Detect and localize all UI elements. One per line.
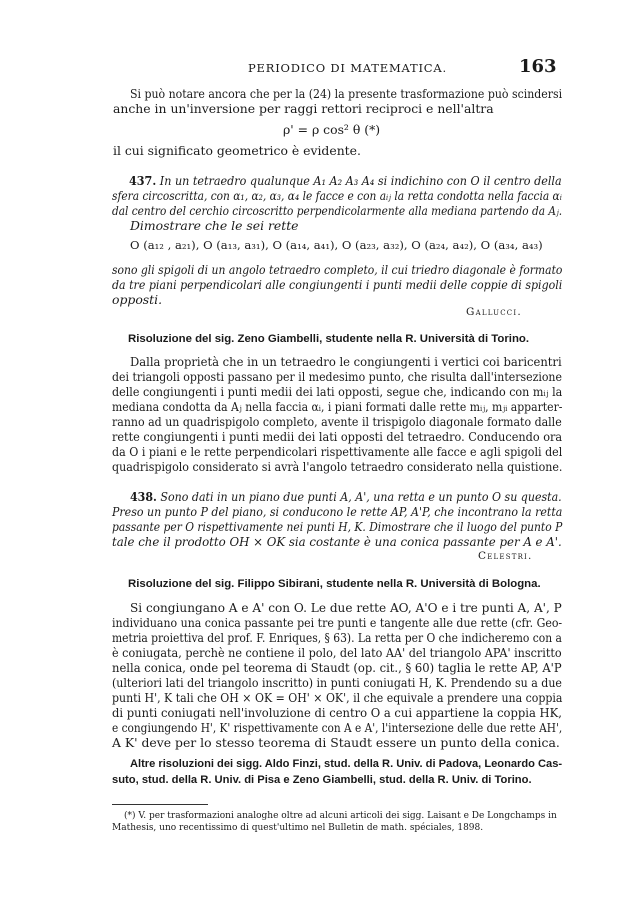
solution-438-line-1: Si congiungano A e A' con O. Le due rette AO, A'O e i tre punti A, A', P (130, 600, 562, 615)
solution-438-line-2: individuano una conica passante pei tre punti e tangente alle due rette (cfr. Geo- (112, 615, 563, 630)
solution-438-line-6: (ulteriori lati del triangolo inscritto) in punti coniugati H, K. Prendendo su a due (112, 675, 562, 690)
problem-437-text-1: In un tetraedro qualunque A₁ A₂ A₃ A₄ si indichino con O il centro della (159, 173, 562, 188)
footnote-line-1: (*) V. per trasformazioni analoghe oltre ad alcuni articoli dei sigg. Laisant e De Longchamps in (124, 811, 557, 821)
intro-line-3: il cui significato geometrico è evidente. (113, 143, 361, 158)
solution-437-line-3: delle congiungenti i punti medii dei lati opposti, segue che, indicando con mᵢⱼ la (112, 384, 563, 399)
footnote-line-2: Mathesis, uno recentissimo di quest'ultimo nel Bulletin de math. spéciales, 1898. (112, 823, 484, 833)
solution-437-line-7: da O i piani e le rette perpendicolari rispettivamente alle facce e agli spigoli del (112, 444, 563, 459)
running-header: PERIODICO DI MATEMATICA. (248, 61, 447, 75)
solution-438-line-8: di punti coniugati nell'involuzione di centro O a cui appartiene la coppia HK, (112, 705, 562, 720)
problem-437-line-3: dal centro del cerchio circoscritto perpendicolarmente alla mediana partendo da Aⱼ. (112, 203, 563, 218)
solution-438-line-4: è coniugata, perchè ne contiene il polo, del lato AA' del triangolo APA' inscritto (112, 645, 562, 660)
problem-437-line-4: Dimostrare che le sei rette (130, 218, 299, 233)
solution-438-line-10: A K' deve per lo stesso teorema di Staudt essere un punto della conica. (112, 735, 560, 750)
solution-437-line-1: Dalla proprietà che in un tetraedro le congiungenti i vertici coi baricentri (130, 354, 562, 369)
problem-437-line-1 (129, 173, 562, 188)
solution-438-heading: Risoluzione del sig. Filippo Sibirani, studente nella R. Università di Bologna. (128, 578, 541, 590)
problem-438-text-1: Sono dati in un piano due punti A, A', una retta e un punto O su questa. (160, 489, 562, 504)
solution-437-line-8: quadrispigolo considerato si avrà l'angolo tetraedro considerato nella quistione. (112, 459, 563, 474)
problem-437-line-5: sono gli spigoli di un angolo tetraedro completo, il cui triedro diagonale è formato (112, 262, 563, 277)
other-solutions-line-2: suto, stud. della R. Univ. di Pisa e Zeno Giambelli, stud. della R. Univ. di Torino. (112, 774, 532, 786)
other-solutions-line-1: Altre risoluzioni dei sigg. Aldo Finzi, stud. della R. Univ. di Padova, Leonardo Cas- (130, 758, 563, 770)
problem-438-line-4: tale che il prodotto OH × OK sia costante è una conica passante per A e A'. (112, 534, 562, 549)
problem-438-number: 438. (130, 489, 157, 504)
problem-437-lines-formula: O (a₁₂ , a₂₁), O (a₁₃, a₃₁), O (a₁₄, a₄₁), O (a₂₃, a₃₂), O (a₂₄, a₄₂), O (a₃₄, a₄₃) (130, 238, 543, 252)
solution-438-line-3: metria proiettiva del prof. F. Enriques, § 63). La retta per O che indicheremo con a (112, 630, 562, 645)
solution-438-line-7: punti H', K tali che OH × OK = OH' × OK', il che equivale a prendere una coppia (112, 690, 563, 705)
intro-line-1: Si può notare ancora che per la (24) la presente trasformazione può scindersi (130, 86, 563, 101)
problem-437-number: 437. (129, 173, 157, 188)
solution-437-line-2: dei triangoli opposti passano per il medesimo punto, che risulta dall'intersezione (112, 369, 562, 384)
page-number: 163 (519, 56, 557, 77)
problem-438-line-1 (130, 489, 562, 504)
solution-437-line-5: ranno ad un quadrispigolo completo, avente il trispigolo diagonale formato dalle (112, 414, 562, 429)
solution-437-line-4: mediana condotta da Aⱼ nella faccia αᵢ, i piani formati dalle rette mᵢⱼ, mⱼᵢ apparter- (112, 399, 563, 414)
intro-line-2: anche in un'inversione per raggi rettori reciproci e nell'altra (113, 101, 494, 116)
problem-438-line-3: passante per O rispettivamente nei punti H, K. Dimostrare che il luogo del punto P (112, 519, 563, 534)
solution-438-line-9: e congiungendo H', K' rispettivamente con A e A', l'intersezione delle due rette AH', (112, 720, 563, 735)
footnote-rule (112, 804, 208, 805)
solution-437-heading: Risoluzione del sig. Zeno Giambelli, studente nella R. Università di Torino. (128, 333, 530, 345)
problem-438-line-2: Preso un punto P del piano, si conducono le rette AP, A'P, che incontrano la retta (112, 504, 563, 519)
problem-438-author: Celestri. (478, 550, 533, 562)
problem-437-author: Gallucci. (466, 306, 522, 318)
problem-437-line-7: opposti. (112, 292, 163, 307)
solution-437-line-6: rette congiungenti i punti medii dei lati opposti del tetraedro. Conducendo ora (112, 429, 563, 444)
intro-formula: ρ' = ρ cos² θ (*) (283, 122, 381, 137)
problem-437-line-6: da tre piani perpendicolari alle congiungenti i punti medii delle coppie di spigoli (112, 277, 563, 292)
problem-437-line-2: sfera circoscritta, con α₁, α₂, α₃, α₄ le facce e con aᵢⱼ la retta condotta nella faccia αᵢ (112, 188, 562, 203)
solution-438-line-5: nella conica, onde pel teorema di Staudt (op. cit., § 60) taglia le rette AP, A'P (112, 660, 562, 675)
